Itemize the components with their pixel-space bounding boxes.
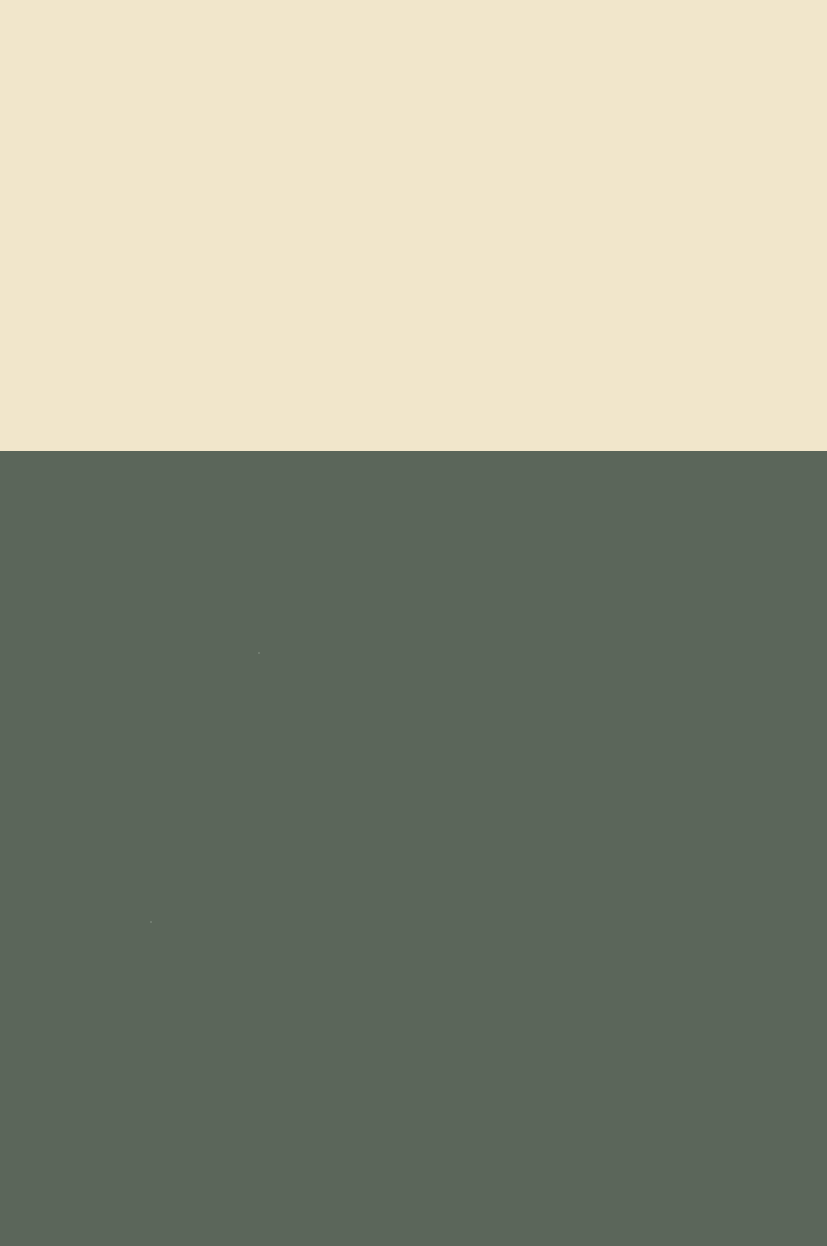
bottom-panel	[0, 451, 827, 1246]
print-speck	[258, 652, 260, 654]
print-speck	[150, 921, 152, 923]
top-panel	[0, 0, 827, 451]
